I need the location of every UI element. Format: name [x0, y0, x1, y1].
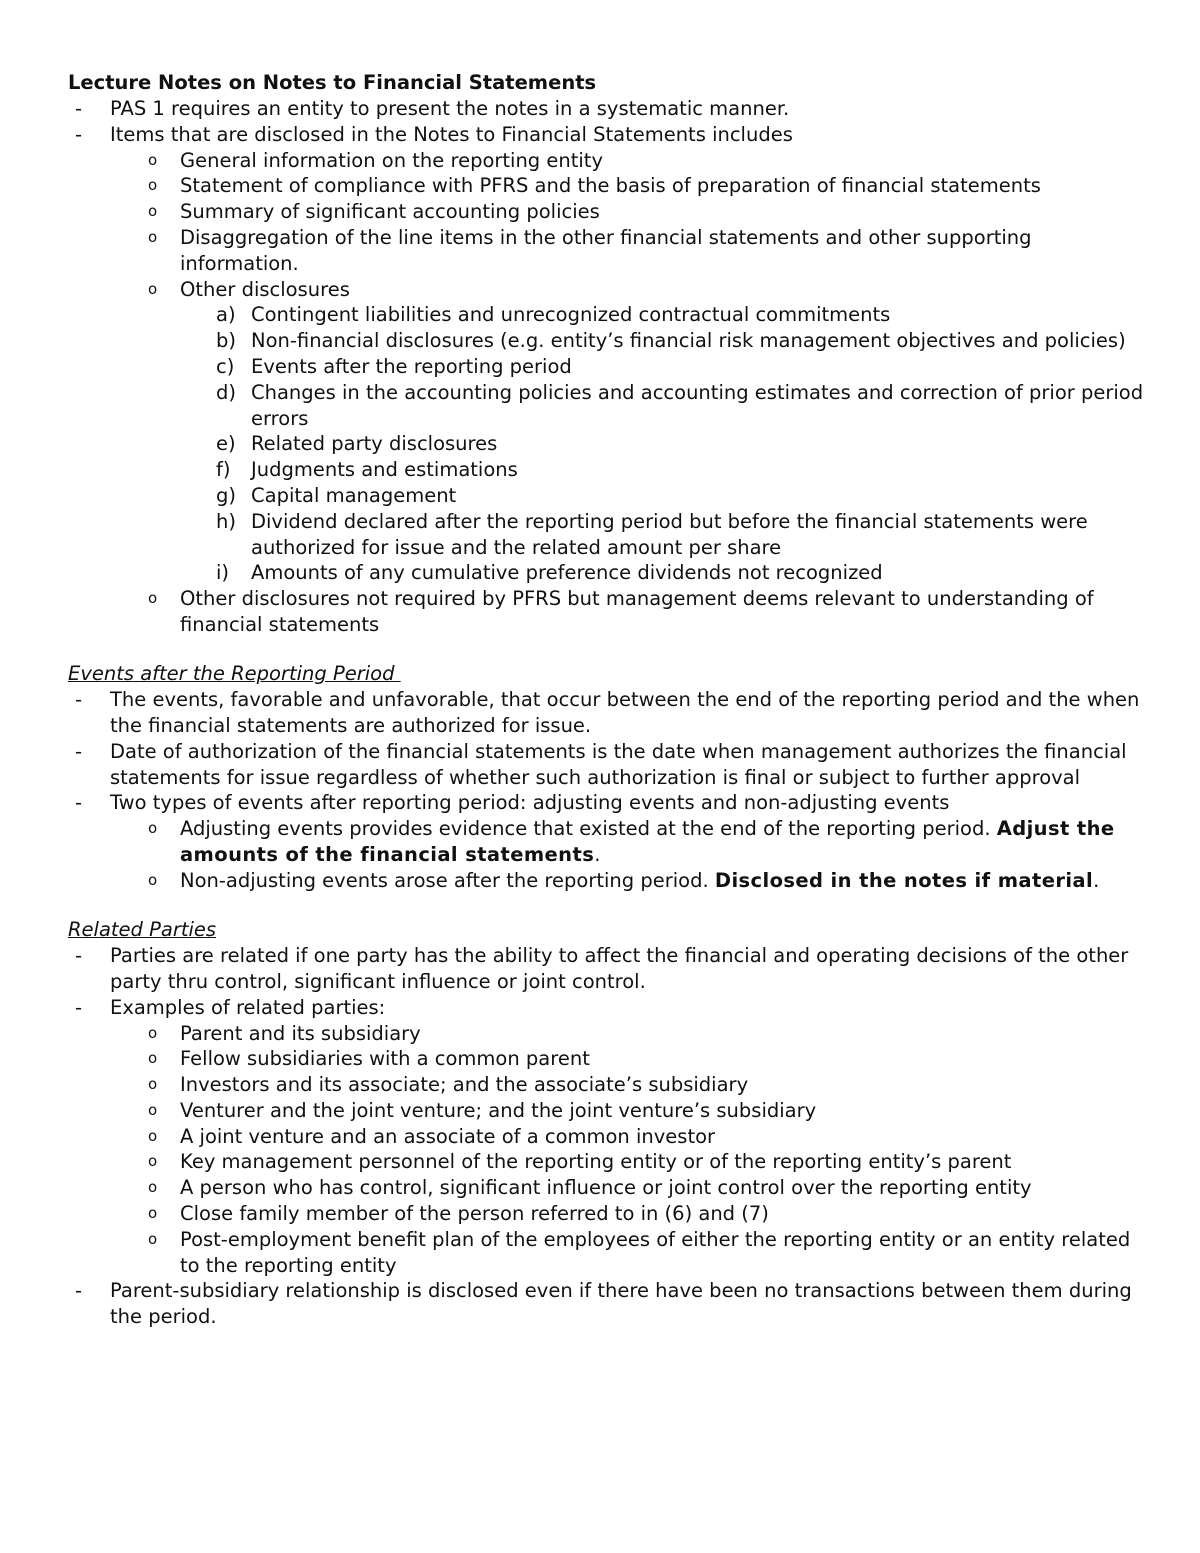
- list-item: [68, 586, 1148, 638]
- list-item: [68, 199, 1148, 225]
- bullet-text: Date of authorization of the financial statements is the date when management authorizes the financial statements for issue regardless of whether such authorization is final or subject to further approval: [110, 739, 1127, 789]
- dash-marker: -: [75, 122, 83, 146]
- bold-emphasis: Disclosed in the notes if material: [714, 868, 1094, 892]
- list-item: [68, 1227, 1148, 1279]
- list-item-text: Disaggregation of the line items in the other financial statements and other supporting information.: [180, 225, 1032, 275]
- bullet: [68, 1278, 1148, 1330]
- lettered-item: [68, 431, 1148, 457]
- lettered-item-text: Dividend declared after the reporting period but before the financial statements were authorized for issue and the related amount per share: [251, 509, 1088, 559]
- letter-marker: b): [216, 329, 236, 353]
- list-item: [68, 1175, 1148, 1201]
- section-heading-related: Related Parties: [68, 918, 217, 942]
- dash-marker: -: [75, 97, 83, 120]
- circle-marker: o: [148, 819, 158, 838]
- bullet-text: The events, favorable and unfavorable, that occur between the end of the reporting period and the when the financial statements are authorized for issue.: [110, 688, 1140, 738]
- list-item-text: A person who has control, significant influence or joint control over the reporting entity: [180, 1176, 1032, 1200]
- list-item: [68, 225, 1148, 277]
- lettered-item: [68, 560, 1148, 586]
- list-item: [68, 1201, 1148, 1227]
- list-item: [68, 277, 1148, 303]
- period: .: [594, 843, 601, 867]
- bold-emphasis: Adjust the amounts of the financial statements: [180, 817, 1115, 867]
- list-item-adjusting: [68, 816, 1148, 868]
- bullet: [68, 943, 1148, 995]
- list-item: [68, 1098, 1148, 1124]
- list-item-text: Venturer and the joint venture; and the joint venture’s subsidiary: [180, 1098, 817, 1122]
- lettered-item: [68, 380, 1148, 432]
- list-item-text: Other disclosures not required by PFRS but management deems relevant to understanding of financial statements: [180, 587, 1094, 636]
- lettered-item-text: Non-financial disclosures (e.g. entity’s financial risk management objectives and policies): [251, 329, 1126, 353]
- list-item-text: Parent and its subsidiary: [180, 1021, 421, 1045]
- list-item-text: Adjusting events provides evidence that existed at the end of the reporting period.: [180, 817, 991, 841]
- circle-marker: o: [148, 279, 158, 298]
- list-item: [68, 1046, 1148, 1072]
- list-item: [68, 1149, 1148, 1175]
- circle-marker: o: [148, 870, 158, 889]
- bullet-text: Examples of related parties:: [110, 995, 386, 1019]
- circle-marker: o: [148, 176, 158, 195]
- list-item-text: Non-adjusting events arose after the reporting period.: [180, 868, 709, 892]
- letter-marker: a): [216, 303, 236, 327]
- lettered-item: [68, 354, 1148, 380]
- bullet-text: PAS 1 requires an entity to present the notes in a systematic manner.: [110, 97, 790, 120]
- lettered-item-text: Amounts of any cumulative preference dividends not recognized: [251, 561, 883, 585]
- letter-marker: d): [216, 380, 236, 404]
- list-item-text: A joint venture and an associate of a common investor: [180, 1124, 716, 1148]
- lettered-item-text: Events after the reporting period: [251, 354, 572, 378]
- letter-marker: e): [216, 432, 236, 456]
- circle-marker: o: [148, 1023, 158, 1042]
- bullet-text: Parties are related if one party has the ability to affect the financial and operating decisions of the other party thru control, significant influence or joint control.: [110, 944, 1129, 993]
- list-item-text: Fellow subsidiaries with a common parent: [180, 1047, 590, 1071]
- period: .: [1093, 868, 1100, 892]
- circle-marker: o: [148, 1126, 158, 1145]
- lettered-item: [68, 457, 1148, 483]
- bullet-pas1: [68, 96, 1148, 122]
- list-item: [68, 1072, 1148, 1098]
- list-item: [68, 1124, 1148, 1150]
- spacer: [68, 894, 1148, 918]
- document-page: [68, 70, 1148, 1330]
- lettered-item-text: Related party disclosures: [251, 432, 498, 456]
- list-item-text: Other disclosures: [180, 277, 350, 301]
- circle-marker: o: [148, 150, 158, 169]
- list-item-text: Post-employment benefit plan of the employees of either the reporting entity or an entity related to the reporting entity: [180, 1227, 1131, 1277]
- bullet: [68, 790, 1148, 816]
- lettered-item-text: Judgments and estimations: [251, 458, 518, 482]
- dash-marker: -: [75, 1279, 83, 1303]
- list-item-text: Summary of significant accounting policies: [180, 200, 600, 224]
- circle-marker: o: [148, 1152, 158, 1171]
- circle-marker: o: [148, 227, 158, 246]
- circle-marker: o: [148, 1229, 158, 1248]
- letter-marker: c): [216, 354, 235, 378]
- spacer: [68, 638, 1148, 662]
- list-item: [68, 1021, 1148, 1047]
- list-item-text: Close family member of the person referred to in (6) and (7): [180, 1202, 769, 1226]
- lettered-item: [68, 509, 1148, 561]
- circle-marker: o: [148, 1049, 158, 1068]
- bullet-text: Items that are disclosed in the Notes to Financial Statements includes: [110, 122, 793, 146]
- dash-marker: -: [75, 944, 83, 968]
- dash-marker: -: [75, 791, 83, 815]
- lettered-item-text: Capital management: [251, 483, 457, 507]
- lettered-item: [68, 483, 1148, 509]
- circle-marker: o: [148, 202, 158, 221]
- dash-marker: -: [75, 995, 83, 1019]
- list-item: [68, 148, 1148, 174]
- lettered-item-text: Contingent liabilities and unrecognized contractual commitments: [251, 303, 891, 327]
- circle-marker: o: [148, 1204, 158, 1223]
- circle-marker: o: [148, 1075, 158, 1094]
- list-item-text: Key management personnel of the reporting entity or of the reporting entity’s parent: [180, 1150, 1012, 1174]
- bullet: [68, 995, 1148, 1021]
- lettered-item: [68, 302, 1148, 328]
- bullet-text: Two types of events after reporting period: adjusting events and non-adjusting events: [110, 791, 950, 815]
- lettered-item: [68, 328, 1148, 354]
- dash-marker: -: [75, 739, 83, 763]
- bullet: [68, 687, 1148, 739]
- list-item-text: Statement of compliance with PFRS and the basis of preparation of financial statements: [180, 174, 1041, 198]
- letter-marker: i): [216, 561, 230, 585]
- circle-marker: o: [148, 1178, 158, 1197]
- bullet-items-lead: [68, 122, 1148, 148]
- document-title: Lecture Notes on Notes to Financial Statements: [68, 71, 597, 94]
- dash-marker: -: [75, 688, 83, 712]
- section-heading-events: Events after the Reporting Period: [68, 662, 401, 686]
- lettered-item-text: Changes in the accounting policies and accounting estimates and correction of prior period errors: [251, 380, 1144, 430]
- circle-marker: o: [148, 1100, 158, 1119]
- list-item-text: General information on the reporting entity: [180, 148, 603, 172]
- bullet: [68, 739, 1148, 791]
- circle-marker: o: [148, 589, 158, 608]
- bullet-text: Parent-subsidiary relationship is disclosed even if there have been no transactions between them during the period.: [110, 1279, 1132, 1329]
- list-item-text: Investors and its associate; and the associate’s subsidiary: [180, 1073, 749, 1097]
- letter-marker: h): [216, 509, 236, 533]
- list-item: [68, 173, 1148, 199]
- list-item-nonadjusting: [68, 868, 1148, 894]
- letter-marker: g): [216, 483, 236, 507]
- letter-marker: f): [216, 458, 231, 482]
